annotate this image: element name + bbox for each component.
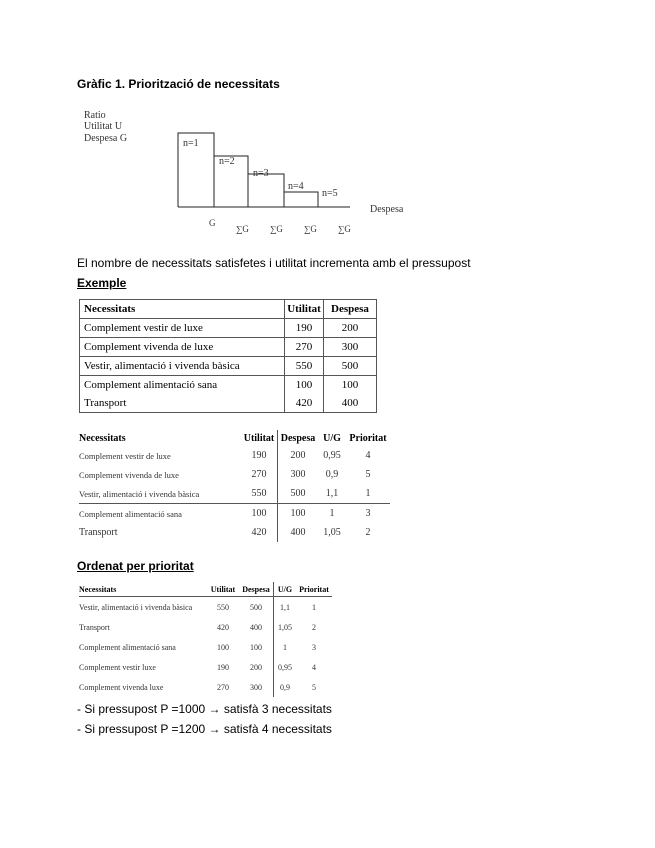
- cell-prioritat: 5: [312, 682, 316, 692]
- table-row: [80, 338, 377, 357]
- cell-name: Transport: [84, 397, 127, 409]
- cell-despesa: 400: [278, 523, 319, 542]
- step-label-4: n=4: [288, 181, 304, 192]
- cell-utilitat: 190: [217, 662, 229, 672]
- header-necessitats: Necessitats: [79, 582, 207, 597]
- header-necessitats: Necessitats: [79, 432, 126, 444]
- example-heading: Exemple: [77, 276, 127, 290]
- table-row: [79, 504, 390, 524]
- cell-despesa: 200: [278, 446, 319, 465]
- table-header-row: [80, 300, 377, 319]
- header-utilitat: Utilitat: [285, 300, 324, 319]
- cell-despesa: 500: [250, 602, 262, 612]
- step-graph-svg: [78, 104, 423, 254]
- step-label-5: n=5: [322, 188, 338, 199]
- table-row: [79, 657, 332, 677]
- cell-prioritat: 3: [312, 642, 316, 652]
- cell-prioritat: 4: [312, 662, 316, 672]
- y-label-line-2: Utilitat U: [84, 121, 123, 132]
- x-tick-2: ∑G: [236, 224, 249, 234]
- cell-despesa: 100: [250, 642, 262, 652]
- cell-despesa: 100: [324, 376, 377, 395]
- table-row: [80, 376, 377, 395]
- header-necessitats: Necessitats: [84, 303, 136, 315]
- cell-utilitat: 100: [285, 376, 324, 395]
- ratio-table: [79, 430, 390, 542]
- budget-note-2: - Si pressupost P =1200 → satisfà 4 necessitats: [77, 722, 332, 736]
- cell-utilitat: 100: [217, 642, 229, 652]
- cell-name: Complement vestir de luxe: [79, 450, 171, 461]
- x-tick-4: ∑G: [304, 224, 317, 234]
- cell-prioritat: 3: [346, 504, 390, 524]
- step-graph: [78, 104, 423, 254]
- cell-prioritat: 4: [365, 450, 371, 461]
- cell-name: Complement vivenda de luxe: [79, 469, 179, 480]
- cell-despesa: 200: [324, 319, 377, 338]
- budget-note-1: - Si pressupost P =1000 → satisfà 3 necessitats: [77, 702, 332, 716]
- table-row: [79, 446, 390, 465]
- cell-utilitat: 550: [251, 488, 267, 499]
- table-row: [80, 394, 377, 413]
- table-row: [80, 319, 377, 338]
- cell-despesa: 400: [324, 394, 377, 413]
- cell-prioritat: 2: [365, 527, 371, 538]
- header-utilitat: Utilitat: [207, 582, 239, 597]
- table-header-row: [79, 430, 390, 446]
- header-despesa: Despesa: [278, 430, 319, 446]
- cell-utilitat: 270: [251, 469, 267, 480]
- cell-despesa: 300: [250, 682, 262, 692]
- header-ug: U/G: [274, 582, 297, 597]
- table-row: [79, 677, 332, 697]
- graph-caption: El nombre de necessitats satisfetes i utilitat incrementa amb el pressupost: [77, 256, 471, 270]
- cell-prioritat: 2: [312, 622, 316, 632]
- table-row: [79, 523, 390, 542]
- cell-ug: 1: [274, 637, 297, 657]
- header-ug: U/G: [323, 432, 341, 444]
- cell-name: Vestir, alimentació i vivenda bàsica: [79, 488, 200, 499]
- header-prioritat: Prioritat: [296, 582, 332, 597]
- example-table: [79, 299, 377, 413]
- table-row: [79, 617, 332, 637]
- header-utilitat: Utilitat: [243, 432, 275, 444]
- cell-name: Complement vestir luxe: [79, 662, 156, 672]
- table-header-row: [79, 582, 332, 597]
- cell-utilitat: 190: [285, 319, 324, 338]
- ordered-heading: Ordenat per prioritat: [77, 559, 194, 573]
- cell-despesa: 200: [250, 662, 262, 672]
- cell-name: Vestir, alimentació i vivenda bàsica: [80, 357, 285, 376]
- cell-ug: 1: [318, 504, 346, 524]
- y-label-line-3: Despesa G: [84, 133, 128, 144]
- step-label-1: n=1: [183, 138, 199, 149]
- x-tick-3: ∑G: [270, 224, 283, 234]
- table-row: [79, 637, 332, 657]
- x-tick-5: ∑G: [338, 224, 351, 234]
- cell-ug: 1,05: [323, 527, 341, 538]
- cell-name: Complement alimentació sana: [80, 376, 285, 395]
- cell-ug: 0,9: [325, 469, 339, 480]
- cell-utilitat: 550: [285, 357, 324, 376]
- figure-title: Gràfic 1. Priorització de necessitats: [77, 77, 280, 91]
- cell-despesa: 400: [250, 622, 262, 632]
- cell-name: Complement vivenda de luxe: [80, 338, 285, 357]
- cell-despesa: 300: [278, 465, 319, 484]
- cell-name: Transport: [79, 527, 118, 538]
- cell-despesa: 500: [324, 357, 377, 376]
- table-row: [80, 357, 377, 376]
- cell-ug: 1,1: [274, 597, 297, 618]
- table-row: [79, 484, 390, 504]
- cell-utilitat: 420: [217, 622, 229, 632]
- cell-utilitat: 190: [251, 450, 267, 461]
- cell-utilitat: 420: [285, 394, 324, 413]
- cell-name: Complement vestir de luxe: [80, 319, 285, 338]
- cell-utilitat: 270: [217, 682, 229, 692]
- cell-name: Complement vivenda luxe: [79, 682, 164, 692]
- cell-utilitat: 100: [241, 504, 278, 524]
- y-label-line-1: Ratio: [84, 110, 106, 121]
- header-despesa: Despesa: [239, 582, 274, 597]
- cell-utilitat: 270: [285, 338, 324, 357]
- table-row: [79, 597, 332, 618]
- header-despesa: Despesa: [324, 300, 377, 319]
- cell-name: Transport: [79, 622, 110, 632]
- step-label-3: n=3: [253, 168, 269, 179]
- cell-ug: 0,95: [323, 450, 341, 461]
- cell-ug: 0,9: [274, 677, 297, 697]
- ordered-table: [79, 582, 332, 697]
- cell-ug: 1,05: [274, 617, 297, 637]
- cell-prioritat: 1: [312, 602, 316, 612]
- cell-prioritat: 5: [365, 469, 371, 480]
- cell-ug: 0,95: [274, 657, 297, 677]
- cell-despesa: 300: [324, 338, 377, 357]
- cell-name: Vestir, alimentació i vivenda bàsica: [79, 602, 193, 612]
- cell-name: Complement alimentació sana: [79, 504, 241, 524]
- cell-utilitat: 550: [217, 602, 229, 612]
- table-row: [79, 465, 390, 484]
- cell-prioritat: 1: [365, 488, 371, 499]
- header-prioritat: Prioritat: [349, 432, 387, 444]
- x-axis-label: Despesa: [370, 204, 404, 215]
- cell-name: Complement alimentació sana: [79, 642, 176, 652]
- cell-despesa: 100: [278, 504, 319, 524]
- cell-ug: 1,1: [325, 488, 339, 499]
- x-tick-1: G: [209, 218, 216, 228]
- cell-despesa: 500: [278, 484, 319, 504]
- step-label-2: n=2: [219, 156, 235, 167]
- cell-utilitat: 420: [251, 527, 267, 538]
